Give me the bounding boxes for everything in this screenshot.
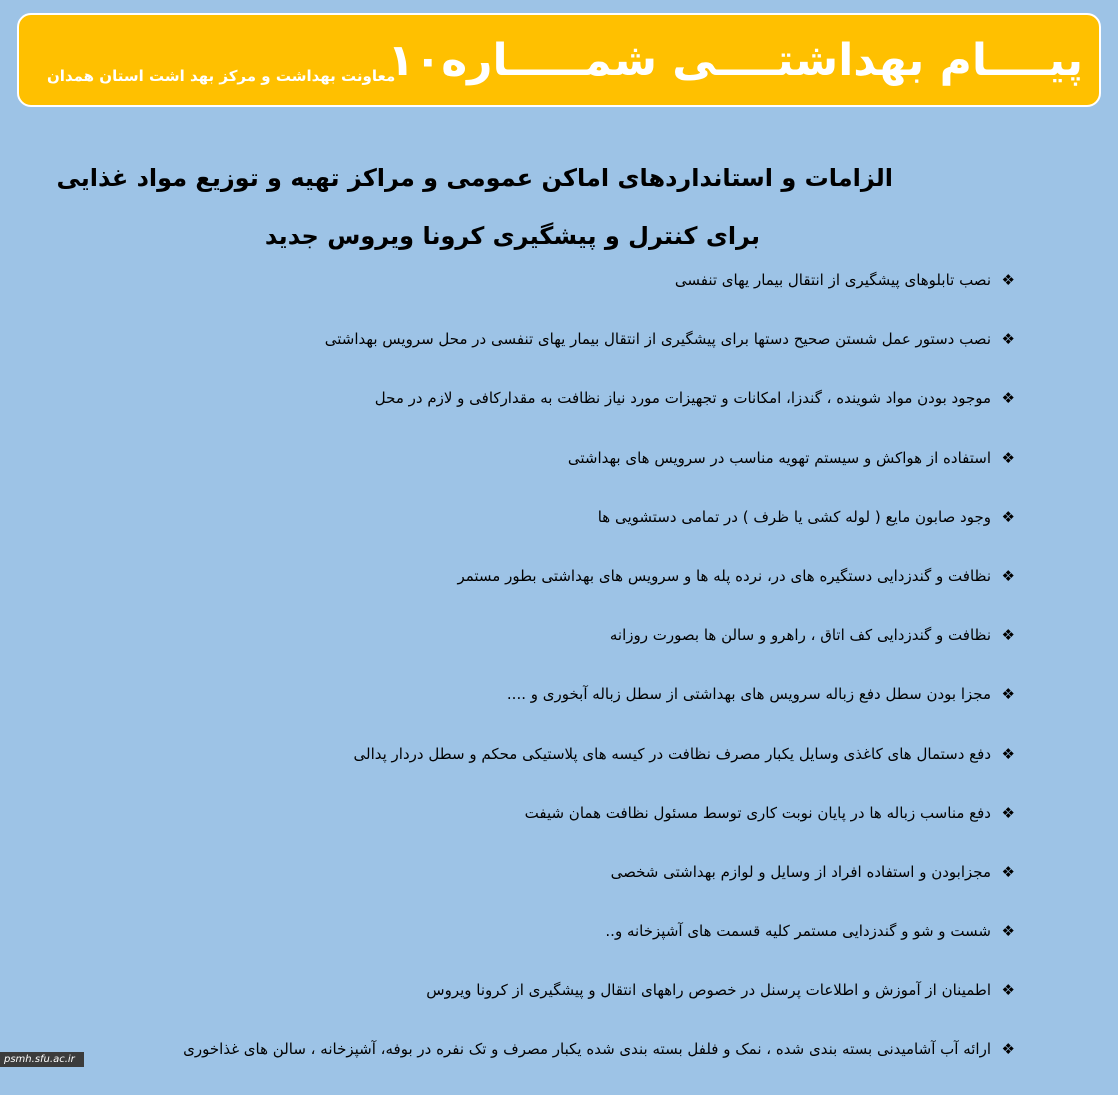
list-item-text: وجود صابون مایع ( لوله کشی یا ظرف ) در تمامی دستشویی ها xyxy=(597,507,991,526)
list-item-text: دفع مناسب زباله ها در پایان نوبت کاری توسط مسئول نظافت همان شیفت xyxy=(524,803,991,822)
list-item xyxy=(183,266,1015,325)
diamond-bullet-icon: ❖ xyxy=(1001,981,1015,1000)
message-title: پیــــام بهداشتــــی شمـــــاره۱۰ xyxy=(387,35,1083,86)
list-item xyxy=(183,858,1015,917)
diamond-bullet-icon: ❖ xyxy=(1001,1040,1015,1059)
main-title-line-1: الزامات و استانداردهای اماکن عمومی و مراکز تهیه و توزیع مواد غذایی xyxy=(56,164,893,192)
diamond-bullet-icon: ❖ xyxy=(1001,448,1015,467)
list-item-text: نصب تابلوهای پیشگیری از انتقال بیمار یهای تنفسی xyxy=(674,271,991,289)
list-item xyxy=(183,503,1015,562)
list-item-text: شست و شو و گندزدایی مستمر کلیه قسمت های آشپزخانه و.. xyxy=(605,922,991,941)
list-item xyxy=(183,976,1015,1035)
header-banner xyxy=(17,13,1101,107)
list-item-text: نظافت و گندزدایی دستگیره های در، نرده پله ها و سرویس های بهداشتی بطور مستمر xyxy=(457,566,991,585)
list-item-text: استفاده از هواکش و سیستم تهویه مناسب در سرویس های بهداشتی xyxy=(567,448,991,467)
diamond-bullet-icon: ❖ xyxy=(1001,862,1015,881)
diamond-bullet-icon: ❖ xyxy=(1001,566,1015,585)
list-item xyxy=(183,680,1015,739)
list-item xyxy=(183,917,1015,976)
requirements-list xyxy=(183,266,1015,1095)
diamond-bullet-icon: ❖ xyxy=(1001,626,1015,645)
list-item xyxy=(183,1035,1015,1094)
list-item-text: اطمینان از آموزش و اطلاعات پرسنل در خصوص راههای انتقال و پیشگیری از کرونا ویروس xyxy=(426,981,991,1000)
list-item-text: مجزا بودن سطل دفع زباله سرویس های بهداشتی از سطل زباله آبخوری و .... xyxy=(506,685,991,704)
list-item-text: نصب دستور عمل شستن صحیح دستها برای پیشگیری از انتقال بیمار یهای تنفسی در محل سرویس بهداشتی xyxy=(324,330,991,349)
diamond-bullet-icon: ❖ xyxy=(1001,507,1015,526)
organization-name: معاونت بهداشت و مرکز بهد اشت استان همدان xyxy=(47,67,396,85)
list-item xyxy=(183,740,1015,799)
diamond-bullet-icon: ❖ xyxy=(1001,271,1015,289)
list-item-text: موجود بودن مواد شوینده ، گندزا، امکانات و تجهیزات مورد نیاز نظافت به مقدارکافی و لازم در محل xyxy=(374,389,991,408)
list-item xyxy=(183,325,1015,384)
site-watermark: psmh.sfu.ac.ir xyxy=(0,1052,84,1067)
list-item xyxy=(183,444,1015,503)
diamond-bullet-icon: ❖ xyxy=(1001,744,1015,763)
list-item xyxy=(183,562,1015,621)
list-item-text: نظافت و گندزدایی کف اتاق ، راهرو و سالن ها بصورت روزانه xyxy=(609,626,991,645)
diamond-bullet-icon: ❖ xyxy=(1001,389,1015,408)
list-item-text: ارائه آب آشامیدنی بسته بندی شده ، نمک و فلفل بسته بندی شده یکبار مصرف و تک نفره در بوفه، آشپزخانه ، سالن های غذاخوری xyxy=(183,1040,991,1059)
list-item-text: دفع دستمال های کاغذی وسایل یکبار مصرف نظافت در کیسه های پلاستیکی محکم و سطل دردار پدالی xyxy=(353,744,991,763)
diamond-bullet-icon: ❖ xyxy=(1001,330,1015,349)
diamond-bullet-icon: ❖ xyxy=(1001,685,1015,704)
list-item xyxy=(183,799,1015,858)
diamond-bullet-icon: ❖ xyxy=(1001,803,1015,822)
list-item xyxy=(183,384,1015,443)
list-item xyxy=(183,621,1015,680)
list-item-text: مجزابودن و استفاده افراد از وسایل و لوازم بهداشتی شخصی xyxy=(610,862,991,881)
diamond-bullet-icon: ❖ xyxy=(1001,922,1015,941)
main-title-line-2: برای کنترل و پیشگیری کرونا ویروس جدید xyxy=(264,222,760,250)
